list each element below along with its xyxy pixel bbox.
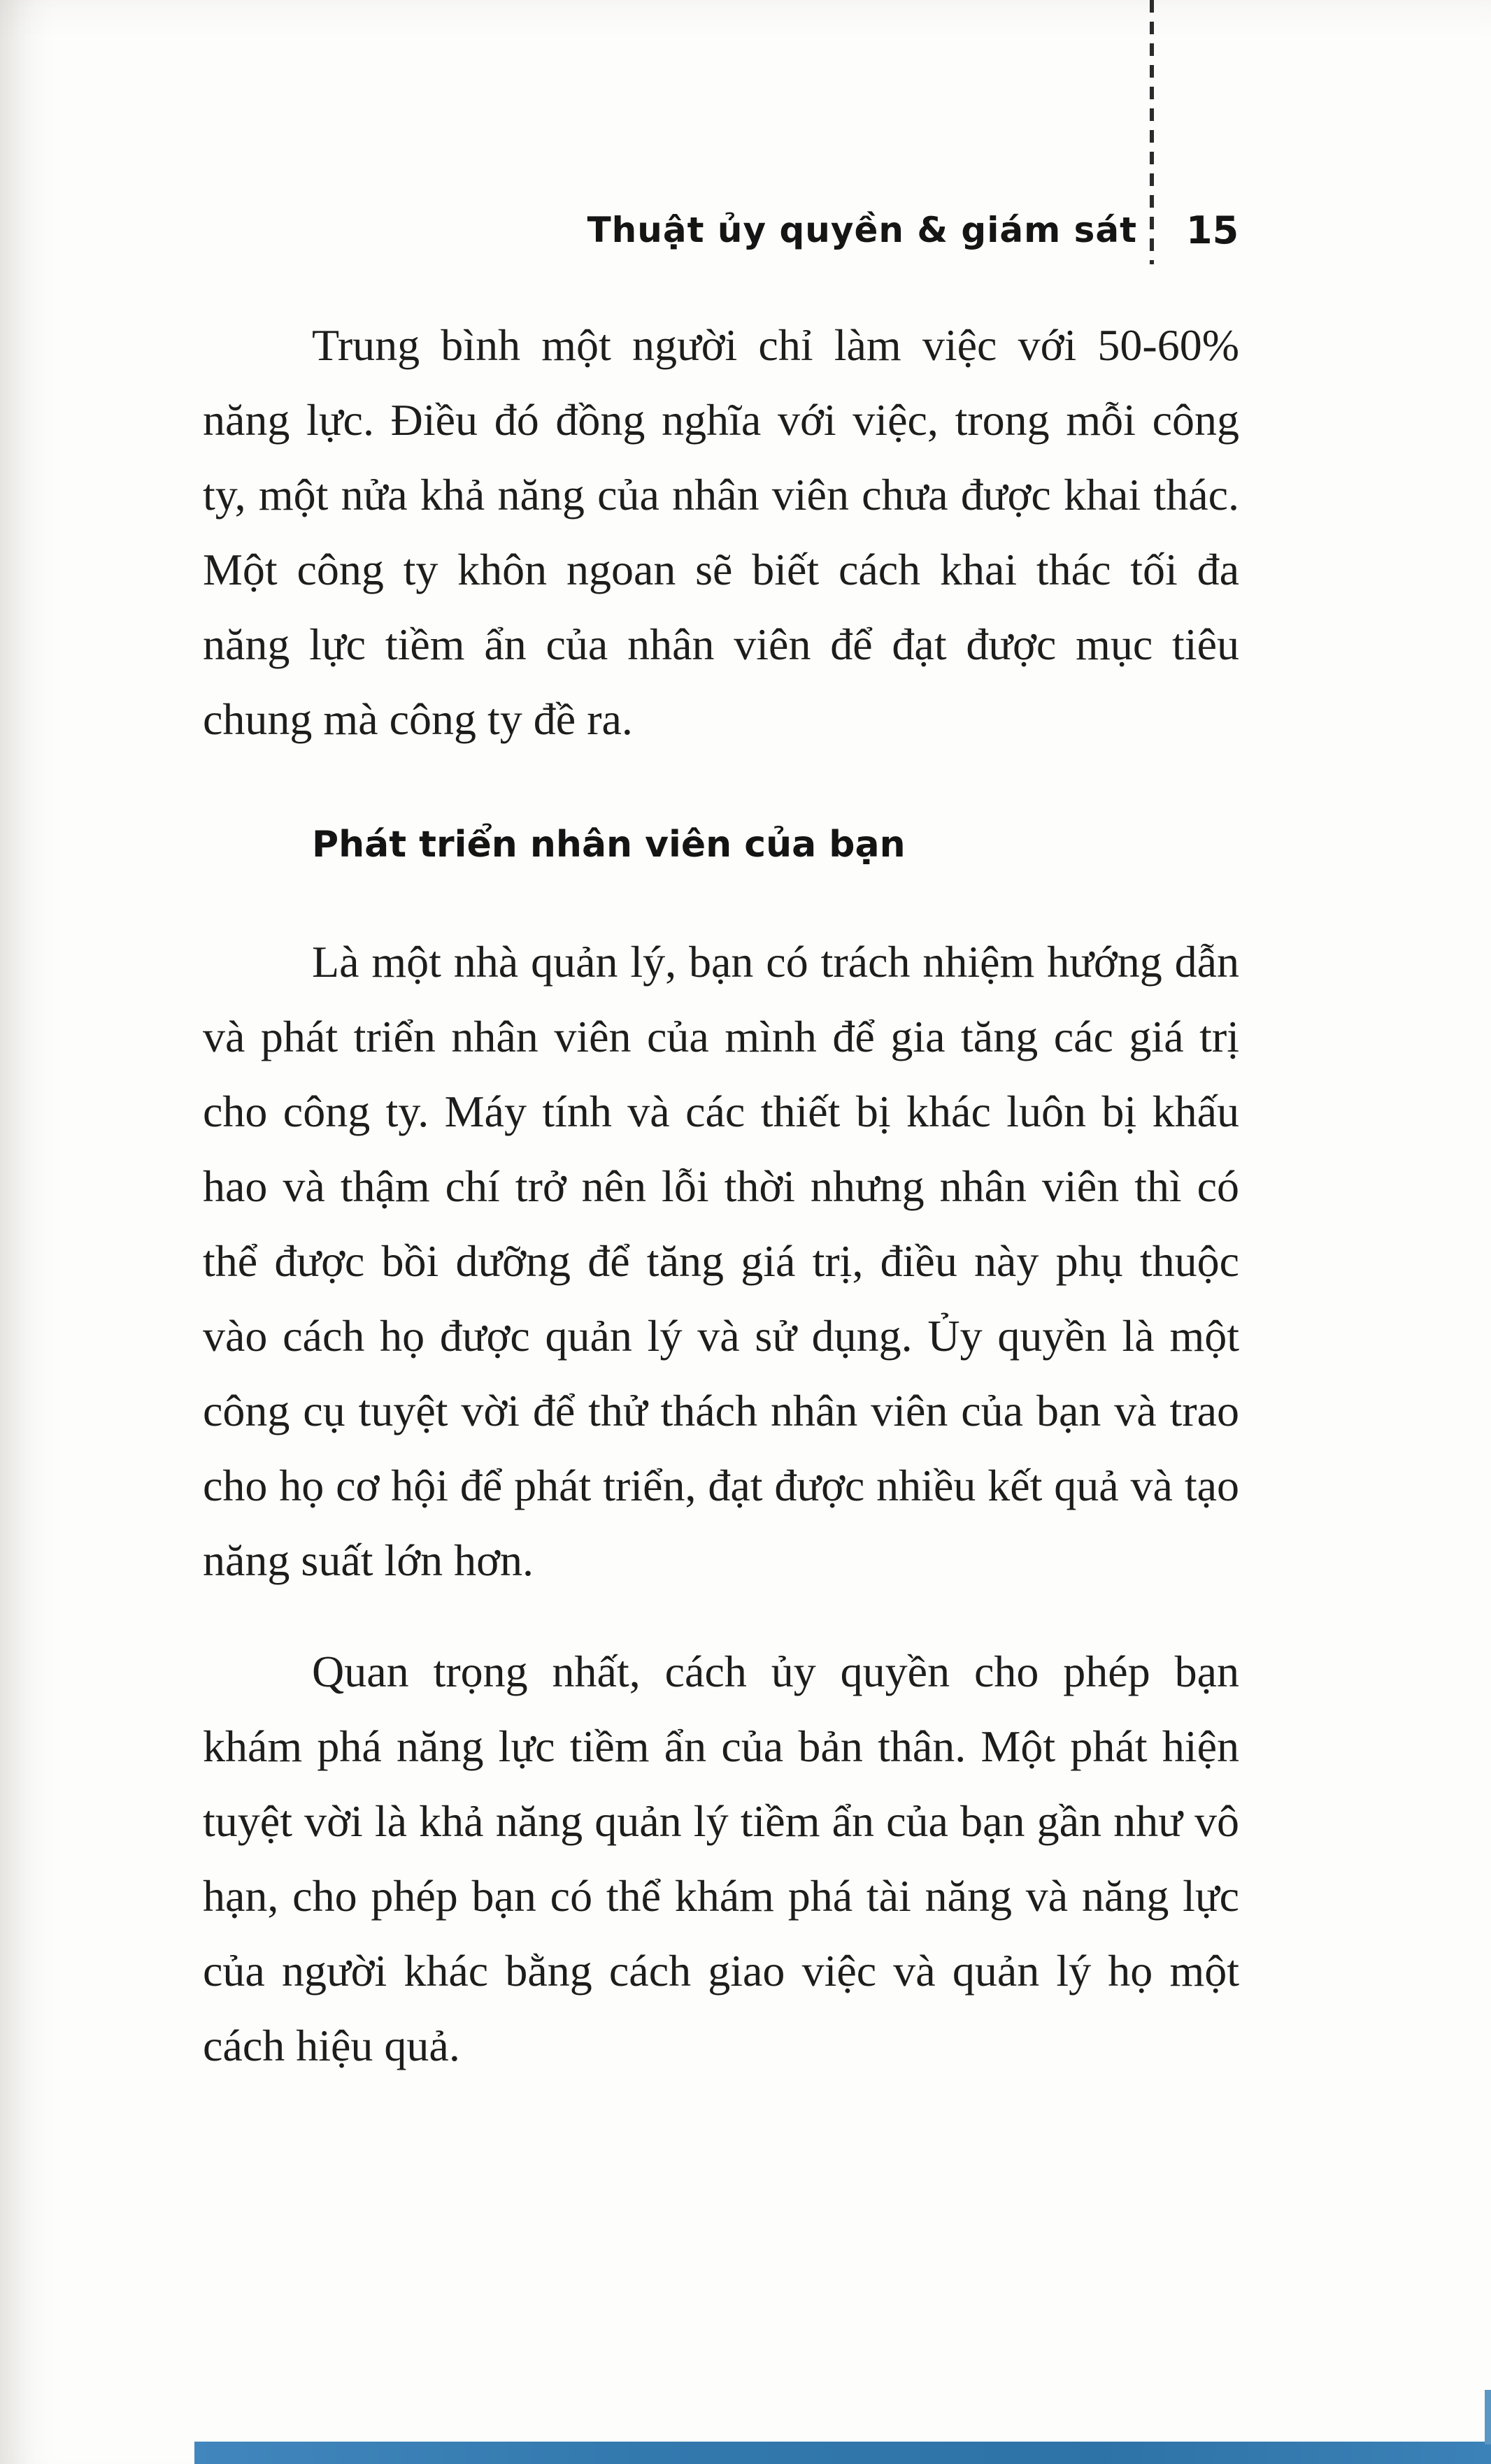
- body-paragraph: Trung bình một người chỉ làm việc với 50-60% năng lực. Điều đó đồng nghĩa với việc, trong mỗi công ty, một nửa khả năng của nhân viên chưa được khai thác. Một công ty khôn ngoan sẽ biết cách khai thác tối đa năng lực tiềm ẩn của nhân viên để đạt được mục tiêu chung mà công ty đề ra.: [203, 320, 1239, 744]
- header-divider-dotted: [1150, 0, 1154, 264]
- scan-artifact-bottom-strip: [194, 2442, 1491, 2464]
- page-number: 15: [1186, 208, 1239, 252]
- scan-artifact-right-strip: [1485, 2390, 1491, 2444]
- body-paragraph: Quan trọng nhất, cách ủy quyền cho phép bạn khám phá năng lực tiềm ẩn của bản thân. Một phát hiện tuyệt vời là khả năng quản lý tiềm ẩn của bạn gần như vô hạn, cho phép bạn có thể khám phá tài năng và năng lực của người khác bằng cách giao việc và quản lý họ một cách hiệu quả.: [203, 1647, 1239, 2070]
- page-header-title: Thuật ủy quyền & giám sát: [587, 210, 1137, 250]
- section-heading: Phát triển nhân viên của bạn: [312, 824, 906, 866]
- body-paragraph: Là một nhà quản lý, bạn có trách nhiệm hướng dẫn và phát triển nhân viên của mình để gia tăng các giá trị cho công ty. Máy tính và các thiết bị khác luôn bị khấu hao và thậm chí trở nên lỗi thời nhưng nhân viên thì có thể được bồi dưỡng để tăng giá trị, điều này phụ thuộc vào cách họ được quản lý và sử dụng. Ủy quyền là một công cụ tuyệt vời để thử thách nhân viên của bạn và trao cho họ cơ hội để phát triển, đạt được nhiều kết quả và tạo năng suất lớn hơn.: [203, 937, 1239, 1585]
- page-content: [203, 308, 1239, 2119]
